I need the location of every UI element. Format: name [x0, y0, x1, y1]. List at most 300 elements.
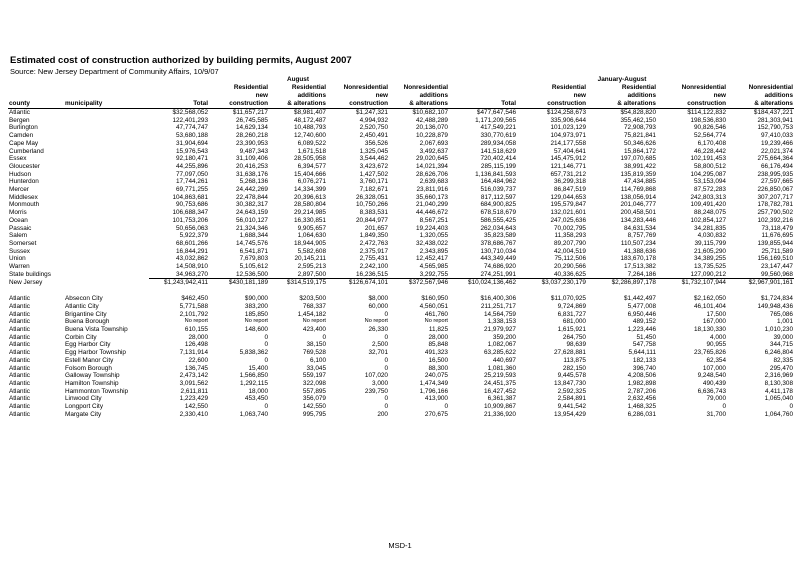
- table-cell: Salem: [9, 232, 28, 240]
- table-cell: 31,904,694: [176, 139, 208, 147]
- header-row-1: [8, 84, 794, 92]
- table-cell: 90,955: [706, 341, 726, 349]
- table-cell: 102,191,453: [690, 155, 726, 163]
- table-cell: 0: [264, 333, 268, 341]
- table-cell: 21,605,290: [694, 247, 726, 255]
- table-cell: 282,150: [562, 364, 586, 372]
- table-cell: 2,639,683: [419, 178, 448, 186]
- table-cell: 22,021,374: [761, 147, 793, 155]
- table-cell: 86,847,519: [554, 186, 586, 194]
- table-cell: Bergen: [9, 116, 30, 124]
- table-cell: Monmouth: [9, 201, 40, 209]
- table-cell: 148,600: [244, 325, 268, 333]
- column-header: construction: [657, 100, 727, 109]
- table-cell: Folsom Borough: [65, 364, 112, 372]
- table-cell: Atlantic: [9, 333, 30, 341]
- table-cell: 101,753,206: [172, 216, 208, 224]
- table-cell: 681,000: [562, 318, 586, 326]
- table-cell: 97,410,033: [761, 132, 793, 140]
- table-cell: 7,264,186: [587, 271, 657, 279]
- table-cell: 46,228,442: [694, 147, 726, 155]
- table-cell: 14,508,910: [176, 263, 208, 271]
- table-cell: 817,112,597: [480, 193, 516, 201]
- table-cell: 1,292,115: [240, 379, 268, 387]
- table-cell: 29,020,645: [416, 155, 448, 163]
- table-cell: 63,285,622: [484, 349, 516, 357]
- table-cell: 106,688,347: [172, 209, 208, 217]
- table-cell: 559,197: [302, 372, 326, 380]
- table-cell: Atlantic City: [65, 302, 99, 310]
- table-cell: 2,787,206: [627, 387, 656, 395]
- table-row: [8, 365, 794, 373]
- table-cell: 4,560,051: [419, 302, 448, 310]
- column-header: Residential: [291, 84, 326, 91]
- table-cell: [64, 201, 149, 209]
- table-cell: 0: [384, 364, 388, 372]
- table-cell: No report: [424, 318, 448, 325]
- table-cell: 28,000: [428, 333, 448, 341]
- table-cell: 0: [789, 403, 793, 411]
- table-cell: 102,392,216: [757, 216, 793, 224]
- table-cell: 9,441,542: [557, 403, 586, 411]
- table-row: [8, 217, 794, 225]
- table-cell: 122,401,293: [172, 116, 208, 124]
- table-cell: 129,044,653: [550, 193, 586, 201]
- table-cell: 5,477,008: [627, 302, 656, 310]
- table-cell: 85,848: [428, 341, 448, 349]
- table-cell: 6,950,446: [627, 310, 656, 318]
- table-cell: 127,090,212: [657, 271, 727, 279]
- table-cell: 1,325,045: [359, 147, 388, 155]
- table-row: [8, 124, 794, 132]
- table-cell: 43,032,862: [176, 255, 208, 263]
- table-cell: Atlantic: [9, 295, 30, 303]
- table-cell: 42,004,519: [554, 247, 586, 255]
- table-cell: [64, 240, 149, 248]
- table-cell: 22,600: [188, 356, 208, 364]
- column-header: [8, 92, 64, 100]
- table-cell: 60,000: [368, 302, 388, 310]
- table-cell: 6,076,271: [297, 178, 326, 186]
- table-cell: Atlantic: [9, 379, 30, 387]
- table-cell: Union: [9, 255, 26, 263]
- table-cell: $10,024,136,462: [468, 279, 516, 287]
- table-row: [8, 163, 794, 171]
- table-cell: 17,500: [706, 310, 726, 318]
- table-cell: 114,769,868: [620, 186, 656, 194]
- table-cell: 1,171,209,565: [475, 116, 516, 124]
- column-header: new: [713, 92, 726, 99]
- column-header: Nonresidential: [748, 84, 793, 91]
- table-cell: 39,115,799: [694, 239, 726, 247]
- table-cell: 142,550: [302, 403, 326, 411]
- table-cell: 9,905,657: [297, 224, 326, 232]
- table-cell: 24,451,375: [484, 379, 516, 387]
- table-cell: [64, 124, 149, 132]
- table-cell: 2,632,456: [627, 395, 656, 403]
- table-cell: 0: [384, 395, 388, 403]
- table-row: [8, 326, 794, 334]
- table-cell: [64, 279, 149, 287]
- table-cell: 130,710,034: [480, 247, 516, 255]
- table-cell: 490,439: [702, 379, 726, 387]
- table-cell: 28,580,804: [294, 201, 326, 209]
- column-header: Residential: [551, 84, 586, 91]
- table-cell: Cumberland: [9, 147, 44, 155]
- table-cell: 5,922,379: [179, 232, 208, 240]
- table-cell: 6,100: [310, 356, 326, 364]
- table-cell: 121,146,771: [550, 162, 586, 170]
- table-cell: 5,644,111: [628, 349, 656, 357]
- table-cell: Corbin City: [65, 333, 97, 341]
- table-cell: 274,251,991: [449, 271, 517, 279]
- table-cell: 104,295,087: [690, 170, 726, 178]
- table-cell: Mercer: [9, 186, 29, 194]
- table-cell: 359,200: [492, 333, 516, 341]
- table-cell: [64, 232, 149, 240]
- table-cell: Linwood City: [65, 395, 102, 403]
- table-cell: Atlantic: [9, 341, 30, 349]
- table-cell: 35,660,173: [416, 193, 448, 201]
- table-cell: $1,732,107,944: [681, 279, 726, 287]
- column-header: additions: [419, 92, 448, 99]
- table-cell: Atlantic: [9, 410, 30, 418]
- table-row: [8, 171, 794, 179]
- table-cell: 20,396,613: [294, 193, 326, 201]
- table-cell: 1,796,166: [419, 387, 448, 395]
- table-cell: No report: [244, 318, 268, 325]
- table-cell: 0: [322, 333, 326, 341]
- table-cell: 82,335: [773, 356, 793, 364]
- table-cell: 2,595,213: [297, 263, 326, 271]
- table-cell: 99,560,968: [727, 271, 794, 279]
- table-cell: New Jersey: [9, 279, 43, 287]
- table-cell: 262,034,643: [480, 224, 516, 232]
- table-cell: 26,745,585: [236, 116, 268, 124]
- table-cell: 33,045: [306, 364, 326, 372]
- table-cell: 182,133: [632, 356, 656, 364]
- table-cell: 2,755,431: [359, 255, 388, 263]
- table-row: [8, 395, 794, 403]
- column-header: Nonresidential: [343, 84, 388, 91]
- table-cell: 239,750: [364, 387, 388, 395]
- table-cell: Sussex: [9, 247, 30, 255]
- table-row: [8, 271, 794, 279]
- table-cell: 2,472,763: [359, 239, 388, 247]
- table-cell: 10,228,879: [416, 132, 448, 140]
- table-row: [8, 311, 794, 319]
- table-cell: 356,079: [302, 395, 326, 403]
- table-cell: 52,564,774: [694, 132, 726, 140]
- table-cell: $184,437,221: [753, 109, 793, 116]
- column-header: additions: [627, 92, 656, 99]
- table-cell: 4,994,932: [359, 116, 388, 124]
- table-cell: 0: [444, 403, 448, 411]
- table-row: [8, 380, 794, 388]
- table-cell: 32,701: [368, 349, 388, 357]
- table-cell: 335,906,644: [550, 116, 586, 124]
- table-cell: Atlantic: [9, 310, 30, 318]
- table-cell: 16,844,291: [176, 247, 208, 255]
- table-cell: [64, 225, 149, 233]
- table-cell: 11,358,293: [554, 232, 586, 240]
- table-cell: 1,615,921: [557, 325, 586, 333]
- table-cell: 98,639: [566, 341, 586, 349]
- table-cell: $1,442,497: [624, 295, 656, 303]
- table-row: [8, 117, 794, 125]
- table-cell: 107,020: [364, 372, 388, 380]
- table-row: [8, 201, 794, 209]
- table-cell: 164,484,962: [480, 178, 516, 186]
- column-header: Nonresidential: [403, 84, 448, 91]
- table-cell: 201,657: [364, 224, 388, 232]
- table-row: [8, 194, 794, 202]
- table-row: [8, 255, 794, 263]
- table-cell: 135,819,359: [620, 170, 656, 178]
- table-cell: 25,711,589: [761, 247, 793, 255]
- table-cell: 12,452,417: [416, 255, 448, 263]
- table-cell: 16,330,851: [294, 216, 326, 224]
- table-cell: 2,330,410: [179, 410, 208, 418]
- table-row: [8, 334, 794, 342]
- table-cell: 24,643,159: [236, 209, 268, 217]
- table-cell: 7,131,914: [179, 349, 208, 357]
- table-cell: 547,758: [632, 341, 656, 349]
- table-cell: 88,248,075: [694, 209, 726, 217]
- table-row: [8, 295, 794, 303]
- table-cell: 1,065,040: [764, 395, 793, 403]
- table-cell: $462,450: [181, 295, 208, 303]
- table-cell: 26,328,051: [356, 193, 388, 201]
- table-cell: 610,155: [184, 325, 208, 333]
- table-cell: 1,064,760: [764, 410, 793, 418]
- table-cell: 50,346,626: [624, 139, 656, 147]
- table-cell: 6,831,727: [557, 310, 586, 318]
- table-cell: 1,338,153: [487, 318, 516, 326]
- table-cell: 198,536,830: [690, 116, 726, 124]
- table-cell: [64, 217, 149, 225]
- table-cell: 31,109,406: [236, 155, 268, 163]
- table-cell: $372,567,946: [408, 279, 448, 287]
- table-cell: 7,182,671: [359, 186, 388, 194]
- table-cell: 0: [384, 356, 388, 364]
- table-cell: 6,246,804: [764, 349, 793, 357]
- column-header: [449, 92, 517, 100]
- table-cell: 0: [264, 403, 268, 411]
- table-cell: Atlantic: [9, 302, 30, 310]
- table-cell: 8,130,308: [764, 379, 793, 387]
- table-row: [8, 140, 794, 148]
- table-cell: 383,200: [244, 302, 268, 310]
- table-cell: 56,010,127: [236, 216, 268, 224]
- table-cell: 13,735,525: [694, 263, 726, 271]
- table-cell: 16,427,452: [484, 387, 516, 395]
- table-row: [8, 357, 794, 365]
- table-cell: $90,000: [244, 295, 268, 303]
- table-cell: 18,130,330: [694, 325, 726, 333]
- section-gap: [8, 287, 794, 295]
- table-cell: 330,770,619: [480, 132, 516, 140]
- table-cell: 1,320,055: [419, 232, 448, 240]
- table-cell: Atlantic: [9, 109, 30, 116]
- page-footer: MSD-1: [388, 541, 412, 550]
- table-cell: $8,000: [368, 295, 388, 303]
- table-cell: Atlantic: [9, 325, 30, 333]
- table-cell: 3,544,462: [359, 155, 388, 163]
- column-header: new: [255, 92, 268, 99]
- column-header: & alterations: [727, 100, 794, 109]
- table-cell: $1,724,834: [761, 295, 793, 303]
- table-cell: [64, 255, 149, 263]
- table-cell: 5,771,588: [179, 302, 208, 310]
- column-header: additions: [297, 92, 326, 99]
- table-cell: 167,000: [702, 318, 726, 326]
- table-cell: Warren: [9, 263, 30, 271]
- table-cell: 2,450,491: [359, 132, 388, 140]
- table-cell: 6,286,031: [627, 410, 656, 418]
- table-cell: 32,438,022: [416, 239, 448, 247]
- table-cell: 17,513,382: [624, 263, 656, 271]
- table-cell: 3,000: [372, 379, 388, 387]
- table-cell: 491,323: [424, 349, 448, 357]
- table-cell: 238,995,935: [757, 170, 793, 178]
- table-cell: 31,638,176: [236, 170, 268, 178]
- table-cell: 185,850: [244, 310, 268, 318]
- table-cell: 20,136,070: [416, 124, 448, 132]
- table-cell: 21,040,299: [416, 201, 448, 209]
- table-cell: $8,981,407: [294, 109, 326, 116]
- table-cell: 765,086: [769, 310, 793, 318]
- table-cell: 396,740: [632, 364, 656, 372]
- table-cell: Atlantic: [9, 349, 30, 357]
- column-header: additions: [764, 92, 793, 99]
- table-cell: 16,500: [428, 356, 448, 364]
- header-row-3: [8, 100, 794, 109]
- column-header: [149, 92, 209, 100]
- table-cell: 453,450: [244, 395, 268, 403]
- table-cell: 6,361,387: [487, 395, 516, 403]
- table-cell: $203,500: [299, 295, 326, 303]
- table-cell: 657,731,212: [550, 170, 586, 178]
- report-title: Estimated cost of construction authorized by building permits, August 2007: [10, 55, 352, 66]
- table-cell: 75,821,841: [624, 132, 656, 140]
- table-cell: 443,349,449: [480, 255, 516, 263]
- table-cell: 6,636,743: [697, 387, 726, 395]
- table-cell: Ocean: [9, 216, 28, 224]
- table-cell: 257,790,502: [757, 209, 793, 217]
- table-cell: 28,000: [188, 333, 208, 341]
- table-cell: 69,771,255: [176, 186, 208, 194]
- table-cell: 6,170,408: [697, 139, 726, 147]
- table-row: [8, 349, 794, 357]
- table-row: [8, 411, 794, 419]
- table-cell: 74,686,920: [484, 263, 516, 271]
- table-cell: 0: [384, 403, 388, 411]
- table-row: [8, 225, 794, 233]
- table-cell: 20,844,977: [356, 216, 388, 224]
- table-cell: Hudson: [9, 170, 32, 178]
- table-cell: 2,584,891: [557, 395, 586, 403]
- table-cell: 44,446,672: [416, 209, 448, 217]
- table-cell: 1,566,850: [239, 372, 268, 380]
- table-cell: 8,383,531: [359, 209, 388, 217]
- column-header: construction: [517, 100, 587, 109]
- table-cell: 3,492,637: [419, 147, 448, 155]
- table-cell: 4,411,178: [765, 387, 793, 395]
- table-cell: 516,039,737: [480, 186, 516, 194]
- table-cell: 3,423,672: [359, 162, 388, 170]
- table-cell: 9,724,869: [557, 302, 586, 310]
- table-cell: 15,404,666: [294, 170, 326, 178]
- table-cell: 2,242,100: [359, 263, 388, 271]
- table-cell: 87,572,283: [694, 186, 726, 194]
- table-cell: 417,549,221: [480, 124, 516, 132]
- table-cell: 104,863,681: [172, 193, 208, 201]
- table-cell: $314,519,175: [286, 279, 326, 287]
- table-cell: 72,908,793: [624, 124, 656, 132]
- table-cell: 28,505,958: [294, 155, 326, 163]
- table-cell: 678,518,679: [480, 209, 516, 217]
- table-cell: 39,000: [773, 333, 793, 341]
- table-cell: 107,000: [702, 364, 726, 372]
- table-cell: 23,390,953: [236, 139, 268, 147]
- municipality-section: [8, 295, 794, 418]
- table-cell: 6,541,871: [239, 247, 268, 255]
- table-cell: 29,214,985: [294, 209, 326, 217]
- august-group-header: August: [286, 76, 309, 83]
- table-cell: 28,626,706: [416, 170, 448, 178]
- table-cell: 0: [264, 341, 268, 349]
- table-cell: $11,070,925: [550, 295, 586, 303]
- column-header: & alterations: [269, 100, 327, 109]
- table-cell: 141,518,629: [480, 147, 516, 155]
- column-header: Total: [149, 100, 209, 109]
- column-header: [64, 84, 149, 92]
- table-cell: 1,849,350: [359, 232, 388, 240]
- table-cell: No report: [184, 318, 208, 325]
- table-cell: 42,488,289: [416, 116, 448, 124]
- table-cell: $10,682,107: [412, 109, 448, 116]
- table-cell: Somerset: [9, 239, 37, 247]
- table-cell: 183,670,178: [620, 255, 656, 263]
- table-cell: Margate City: [65, 410, 102, 418]
- table-cell: $3,037,230,179: [541, 279, 586, 287]
- table-cell: 152,790,753: [757, 124, 793, 132]
- table-cell: 2,611,811: [180, 387, 208, 395]
- table-cell: 34,389,255: [694, 255, 726, 263]
- construction-cost-table: [8, 76, 794, 418]
- table-cell: 13,847,730: [554, 379, 586, 387]
- table-cell: 768,337: [302, 302, 326, 310]
- table-cell: 1,982,898: [627, 379, 656, 387]
- table-cell: Galloway Township: [65, 372, 120, 380]
- table-cell: 35,823,589: [484, 232, 516, 240]
- table-cell: 1,223,429: [179, 395, 208, 403]
- table-cell: [64, 186, 149, 194]
- table-cell: 89,207,790: [554, 239, 586, 247]
- table-cell: 36,299,318: [554, 178, 586, 186]
- table-cell: $1,243,942,411: [164, 279, 208, 287]
- table-cell: $16,400,306: [480, 295, 516, 303]
- table-cell: 5,105,612: [239, 263, 268, 271]
- table-row: [8, 318, 794, 326]
- table-cell: 413,900: [424, 395, 448, 403]
- table-cell: Egg Harbor Township: [65, 349, 126, 357]
- table-cell: $54,828,820: [620, 109, 656, 116]
- table-cell: 47,774,747: [176, 124, 208, 132]
- table-cell: 195,579,847: [550, 201, 586, 209]
- table-cell: 126,498: [184, 341, 208, 349]
